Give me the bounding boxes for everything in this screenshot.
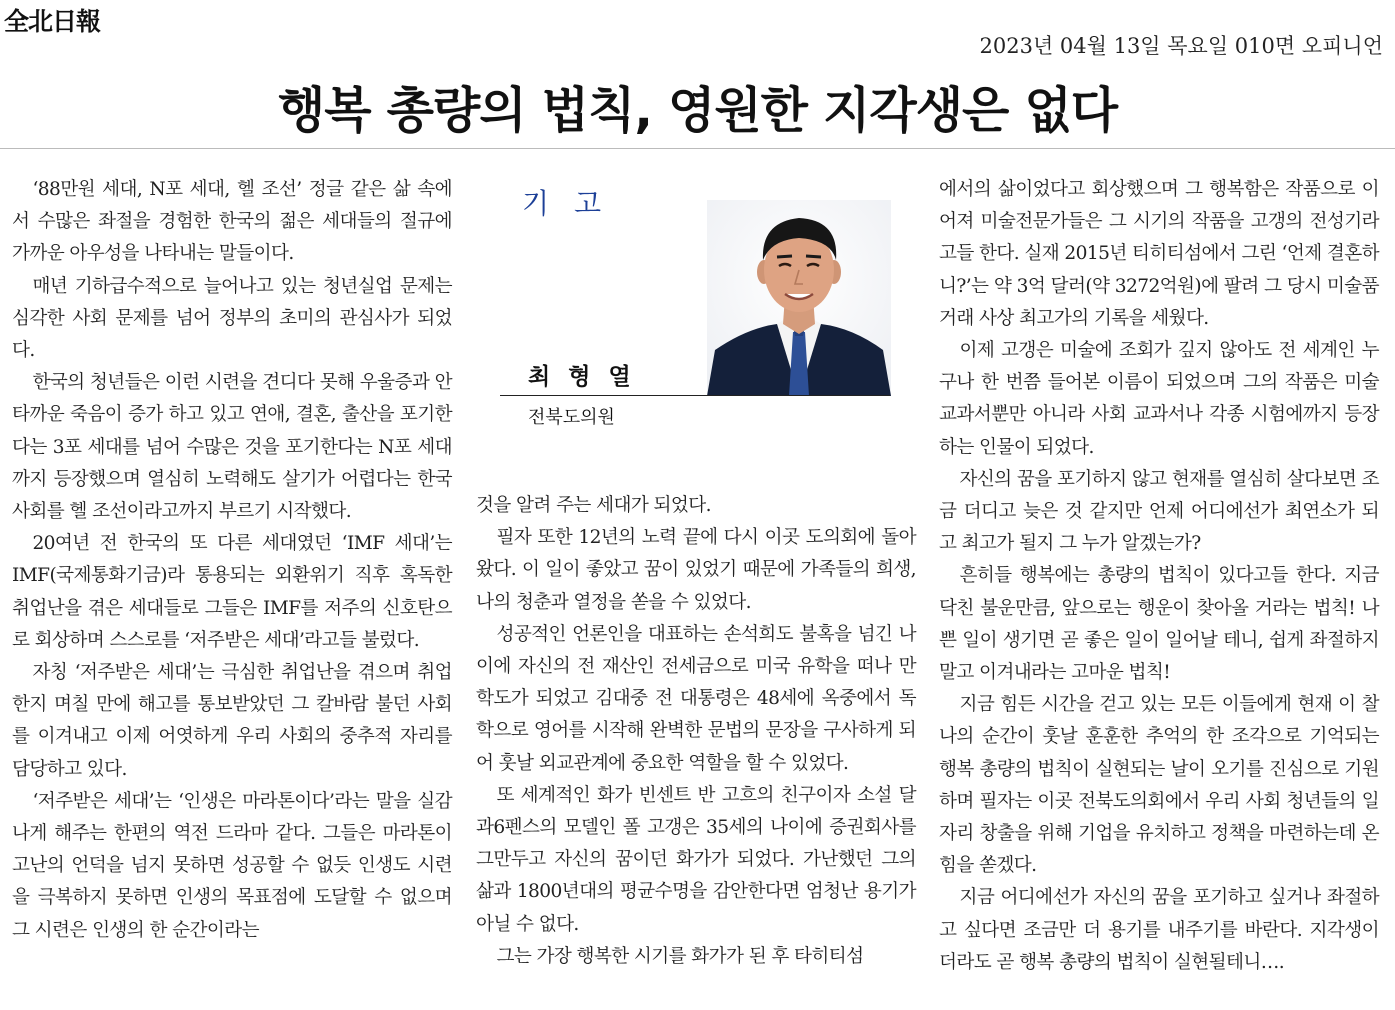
issue-date-line: 2023년 04월 13일 목요일 010면 오피니언 bbox=[979, 34, 1383, 58]
paragraph: 또 세계적인 화가 빈센트 반 고흐의 친구이자 소설 달과6펜스의 모델인 폴 고갱은 35세의 나이에 증권회사를 그만두고 자신의 꿈이던 화가가 되었다. 가난했던 그의 삶과 1800년대의 평균수명을 감안한다면 엄청난 용기가 아닐 수 없다. bbox=[476, 784, 916, 935]
author-name: 최 형 열 bbox=[528, 364, 636, 390]
paragraph: 필자 또한 12년의 노력 끝에 다시 이곳 도의회에 돌아왔다. 이 일이 좋았고 꿈이 있었기 때문에 가족들의 희생, 나의 청춘과 열정을 쏟을 수 있었다. bbox=[476, 527, 916, 613]
paragraph: 성공적인 언론인을 대표하는 손석희도 불혹을 넘긴 나이에 자신의 전 재산인 전세금으로 미국 유학을 떠나 만학도가 되었고 김대중 전 대통령은 48세에 옥중에서 독학으로 영어를 시작해 완벽한 문법의 문장을 구사하게 되어 훗날 외교관계에 중요한 역할을 할 수 있었다. bbox=[476, 623, 916, 774]
article-column-2 bbox=[476, 490, 916, 973]
paragraph: 지금 어디에선가 자신의 꿈을 포기하고 싶거나 좌절하고 싶다면 조금만 더 용기를 내주기를 바란다. 지각생이더라도 곧 행복 총량의 법칙이 실현될테니…. bbox=[939, 887, 1379, 973]
paragraph: ‘88만원 세대, N포 세대, 헬 조선’ 정글 같은 삶 속에서 수많은 좌절을 경험한 한국의 젊은 세대들의 절규에 가까운 아우성을 나타내는 말들이다. bbox=[12, 179, 452, 265]
article-column-1 bbox=[12, 174, 452, 947]
paragraph: 한국의 청년들은 이런 시련을 견디다 못해 우울증과 안타까운 죽음이 증가 하고 있고 연애, 결혼, 출산을 포기한다는 3포 세대를 넘어 수많은 것을 포기한다는 N포 세대까지 등장했으며 열심히 노력해도 살기가 어렵다는 한국 사회를 헬 조선이라고까지 부르기 시작했다. bbox=[12, 372, 452, 523]
paragraph-continuation: 것을 알려 주는 세대가 되었다. bbox=[476, 495, 711, 516]
article-headline: 행복 총량의 법칙, 영원한 지각생은 없다 bbox=[277, 82, 1118, 139]
author-title: 전북도의원 bbox=[528, 407, 615, 428]
paragraph-continuation: 에서의 삶이었다고 회상했으며 그 행복함은 작품으로 이어져 미술전문가들은 그 시기의 작품을 고갱의 전성기라고들 한다. 실재 2015년 티히티섬에서 그린 ‘언제 결혼하니?’는 약 3억 달러(약 3272억원)에 팔려 그 당시 미술품 거래 사상 최고가의 기록을 세웠다. bbox=[939, 179, 1379, 329]
paragraph: 흔히들 행복에는 총량의 법칙이 있다고들 한다. 지금 닥친 불운만큼, 앞으로는 행운이 찾아올 거라는 법칙! 나쁜 일이 생기면 곧 좋은 일이 일어날 테니, 쉽게 좌절하지 말고 이겨내라는 고마운 법칙! bbox=[939, 565, 1379, 684]
paragraph: 이제 고갱은 미술에 조회가 깊지 않아도 전 세계인 누구나 한 번쯤 들어본 이름이 되었으며 그의 작품은 미술 교과서뿐만 아니라 사회 교과서나 각종 시험에까지 등장하는 인물이 되었다. bbox=[939, 340, 1379, 458]
section-label: 기 고 bbox=[522, 187, 609, 220]
paragraph: 자신의 꿈을 포기하지 않고 현재를 열심히 살다보면 조금 더디고 늦은 것 같지만 언제 어디에선가 최연소가 되고 최고가 될지 그 누가 알겠는가? bbox=[939, 468, 1379, 555]
header-divider bbox=[0, 148, 1395, 149]
paragraph: 자칭 ‘저주받은 세대’는 극심한 취업난을 겪으며 취업한지 며칠 만에 해고를 통보받았던 그 칼바람 불던 사회를 이겨내고 이제 어엿하게 우리 사회의 중추적 자리를 담당하고 있다. bbox=[12, 662, 452, 780]
byline-divider bbox=[500, 395, 890, 396]
paragraph: 지금 힘든 시간을 걷고 있는 모든 이들에게 현재 이 찰나의 순간이 훗날 훈훈한 추억의 한 조각으로 기억되는 행복 총량의 법칙이 실현되는 날이 오기를 진심으로 기원하며 필자는 이곳 전북도의회에서 우리 사회 청년들의 일자리 창출을 위해 기업을 유치하고 정책을 마련하는데 온힘을 쏟겠다. bbox=[939, 694, 1379, 877]
article-column-3 bbox=[939, 174, 1379, 979]
paragraph: ‘저주받은 세대’는 ‘인생은 마라톤이다’라는 말을 실감나게 해주는 한편의 역전 드라마 같다. 그들은 마라톤이 고난의 언덕을 넘지 못하면 성공할 수 없듯 인생도 시련을 극복하지 못하면 인생의 목표점에 도달할 수 없으며 그 시련은 인생의 한 순간이라는 bbox=[12, 790, 452, 941]
author-portrait bbox=[707, 200, 891, 396]
paragraph: 그는 가장 행복한 시기를 화가가 된 후 타히티섬 bbox=[496, 945, 864, 967]
paragraph: 20여년 전 한국의 또 다른 세대였던 ‘IMF 세대’는 IMF(국제통화기금)라 통용되는 외환위기 직후 혹독한 취업난을 겪은 세대들로 그들은 IMF를 저주의 신호탄으로 회상하며 스스로를 ‘저주받은 세대’라고들 불렀다. bbox=[12, 533, 452, 651]
paragraph: 매년 기하급수적으로 늘어나고 있는 청년실업 문제는 심각한 사회 문제를 넘어 정부의 초미의 관심사가 되었다. bbox=[12, 275, 452, 362]
newspaper-masthead: 全北日報 bbox=[4, 7, 101, 36]
